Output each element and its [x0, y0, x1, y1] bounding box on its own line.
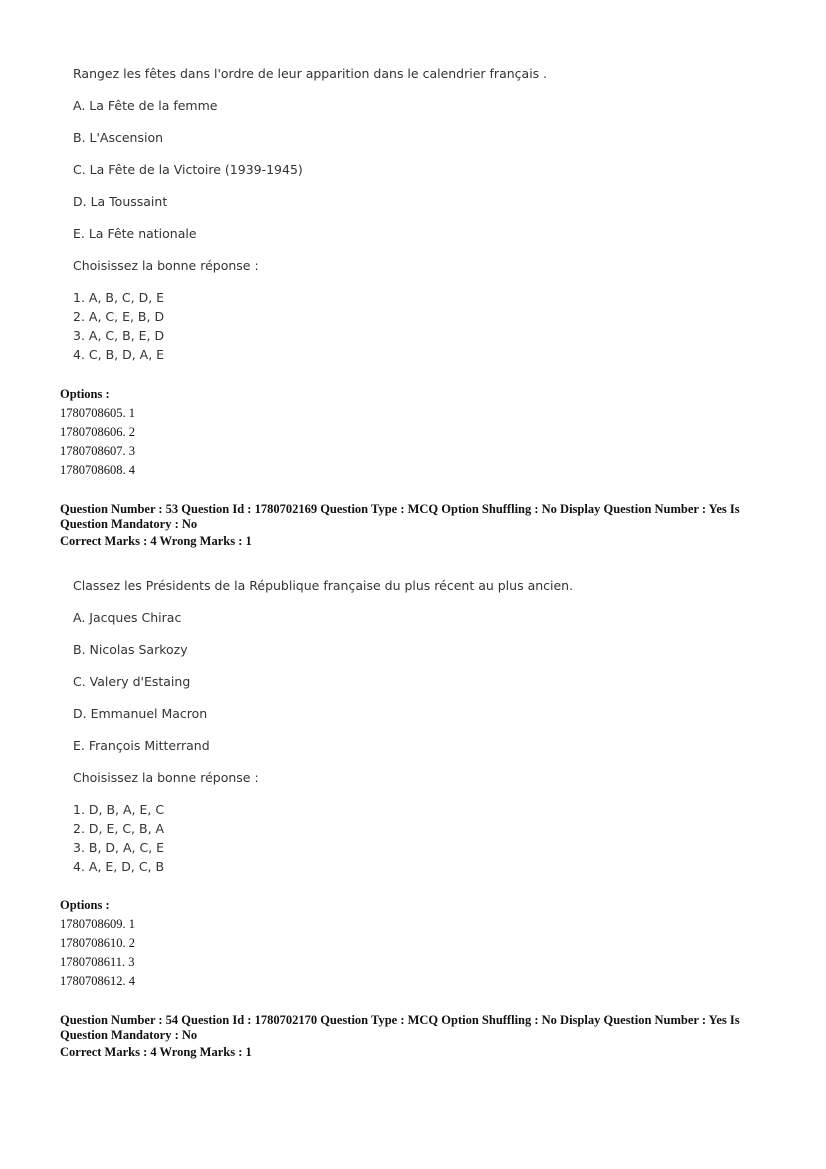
question-53-metadata: [60, 502, 760, 549]
question-52-content: [73, 66, 547, 364]
options-label: Options :: [60, 898, 110, 912]
choice-c: C. La Fête de la Victoire (1939-1945): [73, 162, 303, 177]
options-label: Options :: [60, 387, 110, 401]
question-53-options: [60, 896, 135, 991]
answer-option-1: 1. D, B, A, E, C: [73, 802, 165, 817]
question-info: Question Number : 53 Question Id : 1780702169 Question Type : MCQ Option Shuffling : No Display Question Number : Yes Is Question Mandatory : No: [60, 502, 740, 531]
question-stem: Rangez les fêtes dans l'ordre de leur apparition dans le calendrier français .: [73, 66, 548, 81]
option-id-1: 1780708609. 1: [60, 917, 135, 931]
choice-d: D. Emmanuel Macron: [73, 706, 208, 721]
option-id-3: 1780708607. 3: [60, 444, 135, 458]
answer-option-4: 4. C, B, D, A, E: [73, 347, 165, 362]
choice-a: A. Jacques Chirac: [73, 610, 182, 625]
question-stem: Classez les Présidents de la République française du plus récent au plus ancien.: [73, 578, 574, 593]
choice-d: D. La Toussaint: [73, 194, 168, 209]
question-52-options: [60, 385, 135, 480]
question-53-content: [73, 578, 573, 876]
marks-info: Correct Marks : 4 Wrong Marks : 1: [60, 1045, 252, 1059]
answer-prompt: Choisissez la bonne réponse :: [73, 258, 259, 273]
choice-a: A. La Fête de la femme: [73, 98, 218, 113]
answer-option-3: 3. B, D, A, C, E: [73, 840, 165, 855]
option-id-2: 1780708610. 2: [60, 936, 135, 950]
option-id-4: 1780708612. 4: [60, 974, 135, 988]
question-info: Question Number : 54 Question Id : 1780702170 Question Type : MCQ Option Shuffling : No Display Question Number : Yes Is Question Mandatory : No: [60, 1013, 740, 1042]
option-id-1: 1780708605. 1: [60, 406, 135, 420]
choice-b: B. Nicolas Sarkozy: [73, 642, 188, 657]
answer-option-4: 4. A, E, D, C, B: [73, 859, 165, 874]
choice-e: E. François Mitterrand: [73, 738, 210, 753]
answer-prompt: Choisissez la bonne réponse :: [73, 770, 259, 785]
choice-e: E. La Fête nationale: [73, 226, 197, 241]
question-54-metadata: [60, 1013, 760, 1060]
answer-option-2: 2. D, E, C, B, A: [73, 821, 165, 836]
answer-option-1: 1. A, B, C, D, E: [73, 290, 165, 305]
answer-option-3: 3. A, C, B, E, D: [73, 328, 165, 343]
option-id-2: 1780708606. 2: [60, 425, 135, 439]
choice-b: B. L'Ascension: [73, 130, 164, 145]
option-id-4: 1780708608. 4: [60, 463, 135, 477]
choice-c: C. Valery d'Estaing: [73, 674, 191, 689]
answer-option-2: 2. A, C, E, B, D: [73, 309, 165, 324]
marks-info: Correct Marks : 4 Wrong Marks : 1: [60, 534, 252, 548]
option-id-3: 1780708611. 3: [60, 955, 135, 969]
